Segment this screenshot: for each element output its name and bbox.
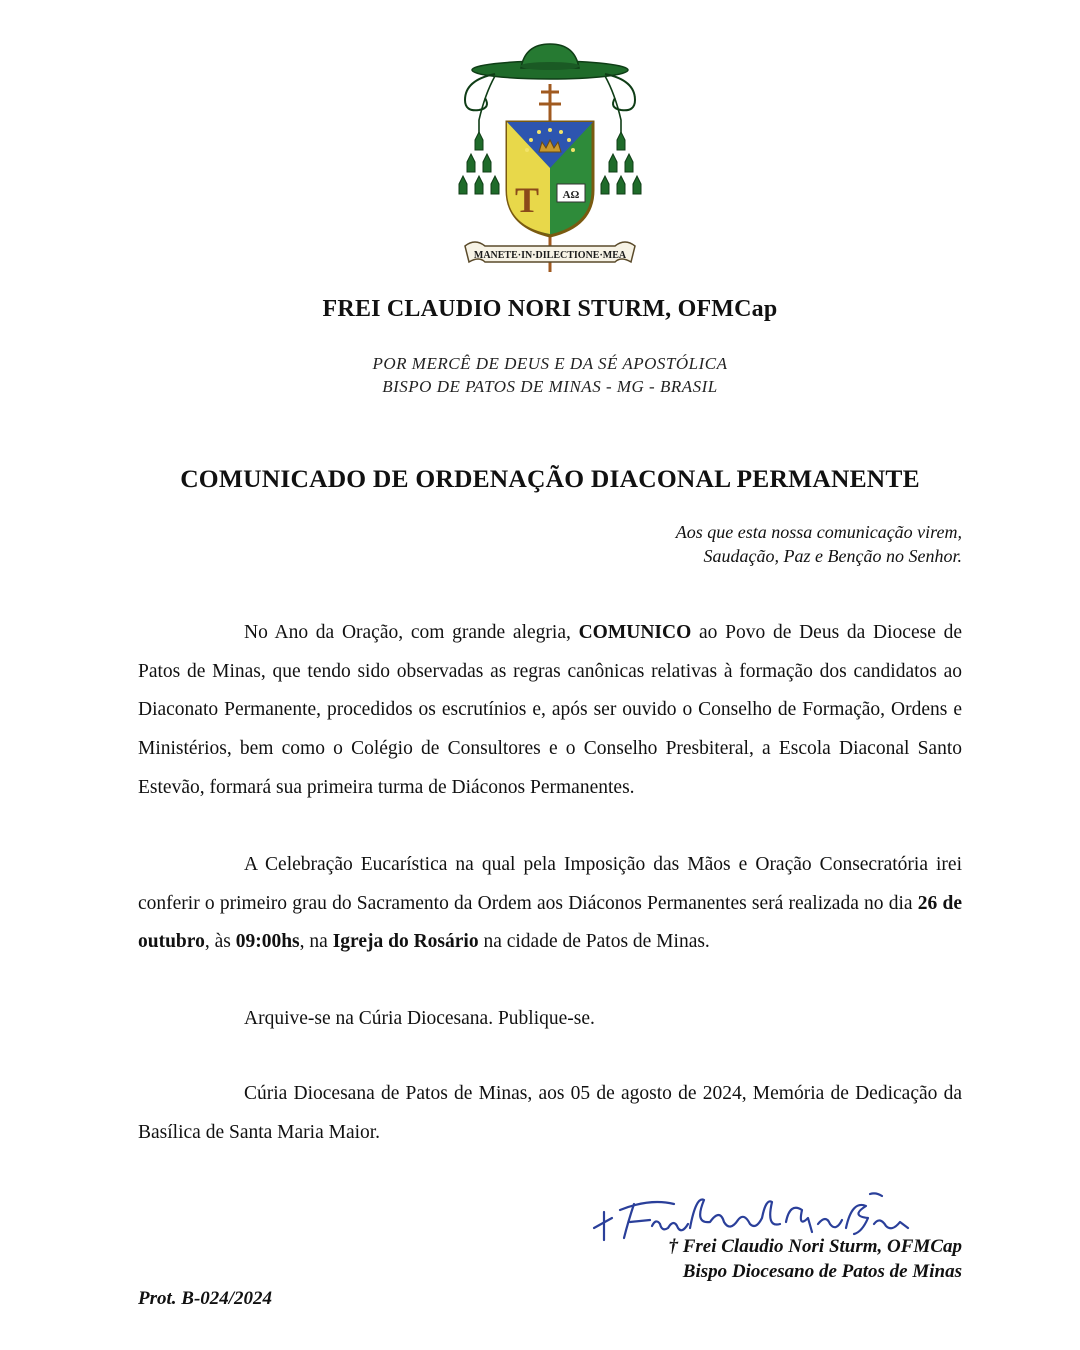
ordination-time: 09:00hs xyxy=(235,931,300,953)
signatory-role: Bispo Diocesano de Patos de Minas xyxy=(682,1261,962,1282)
motto-text: MANETE·IN·DILECTIONE·MEA xyxy=(473,250,627,261)
subtitle-line-2: BISPO DE PATOS DE MINAS - MG - BRASIL xyxy=(382,377,718,396)
greeting-line-2: Saudação, Paz e Benção no Senhor. xyxy=(703,546,962,566)
greeting-line-1: Aos que esta nossa comunicação virem, xyxy=(675,522,962,542)
paragraph-2: A Celebração Eucarística na qual pela Imposição das Mãos e Oração Consecratória irei conferir o primeiro grau do Sacramento da Ordem aos Diáconos Permanentes será realizada no dia 26 de outubro, às 09:00hs, na Igreja do Rosário na cidade de Patos de Minas. xyxy=(138,854,963,953)
signatory-name: † Frei Claudio Nori Sturm, OFMCap xyxy=(668,1236,962,1257)
paragraph-3: Arquive-se na Cúria Diocesana. Publique-se. xyxy=(244,1008,595,1029)
protocol-number: Prot. B-024/2024 xyxy=(138,1288,273,1309)
subtitle-line-1: POR MERCÊ DE DEUS E DA SÉ APOSTÓLICA xyxy=(372,354,728,373)
emphasis-comunico: COMUNICO xyxy=(578,622,692,643)
coat-of-arms xyxy=(455,40,645,280)
ordination-place: Igreja do Rosário xyxy=(332,931,479,953)
tau-letter: T xyxy=(514,180,540,220)
book-letters: AΩ xyxy=(562,189,580,201)
paragraph-4: Cúria Diocesana de Patos de Minas, aos 05 de agosto de 2024, Memória de Dedicação da Basílica de Santa Maria Maior. xyxy=(138,1083,962,1143)
bishop-name: FREI CLAUDIO NORI STURM, OFMCap xyxy=(322,296,778,322)
paragraph-1: No Ano da Oração, com grande alegria, COMUNICO ao Povo de Deus da Diocese de Patos de Minas, que tendo sido observadas as regras canônicas relativas à formação dos candidatos ao Diaconato Permanente, procedidos os escrutínios e, após ser ouvido o Conselho de Formação, Ordens e Ministérios, bem como o Colégio de Consultores e o Conselho Presbiteral, a Escola Diaconal Santo Estevão, formará sua primeira turma de Diáconos Permanentes. xyxy=(138,622,962,798)
ordination-date: 26 de outubro xyxy=(138,892,963,953)
document-title: COMUNICADO DE ORDENAÇÃO DIACONAL PERMANENTE xyxy=(180,464,920,493)
